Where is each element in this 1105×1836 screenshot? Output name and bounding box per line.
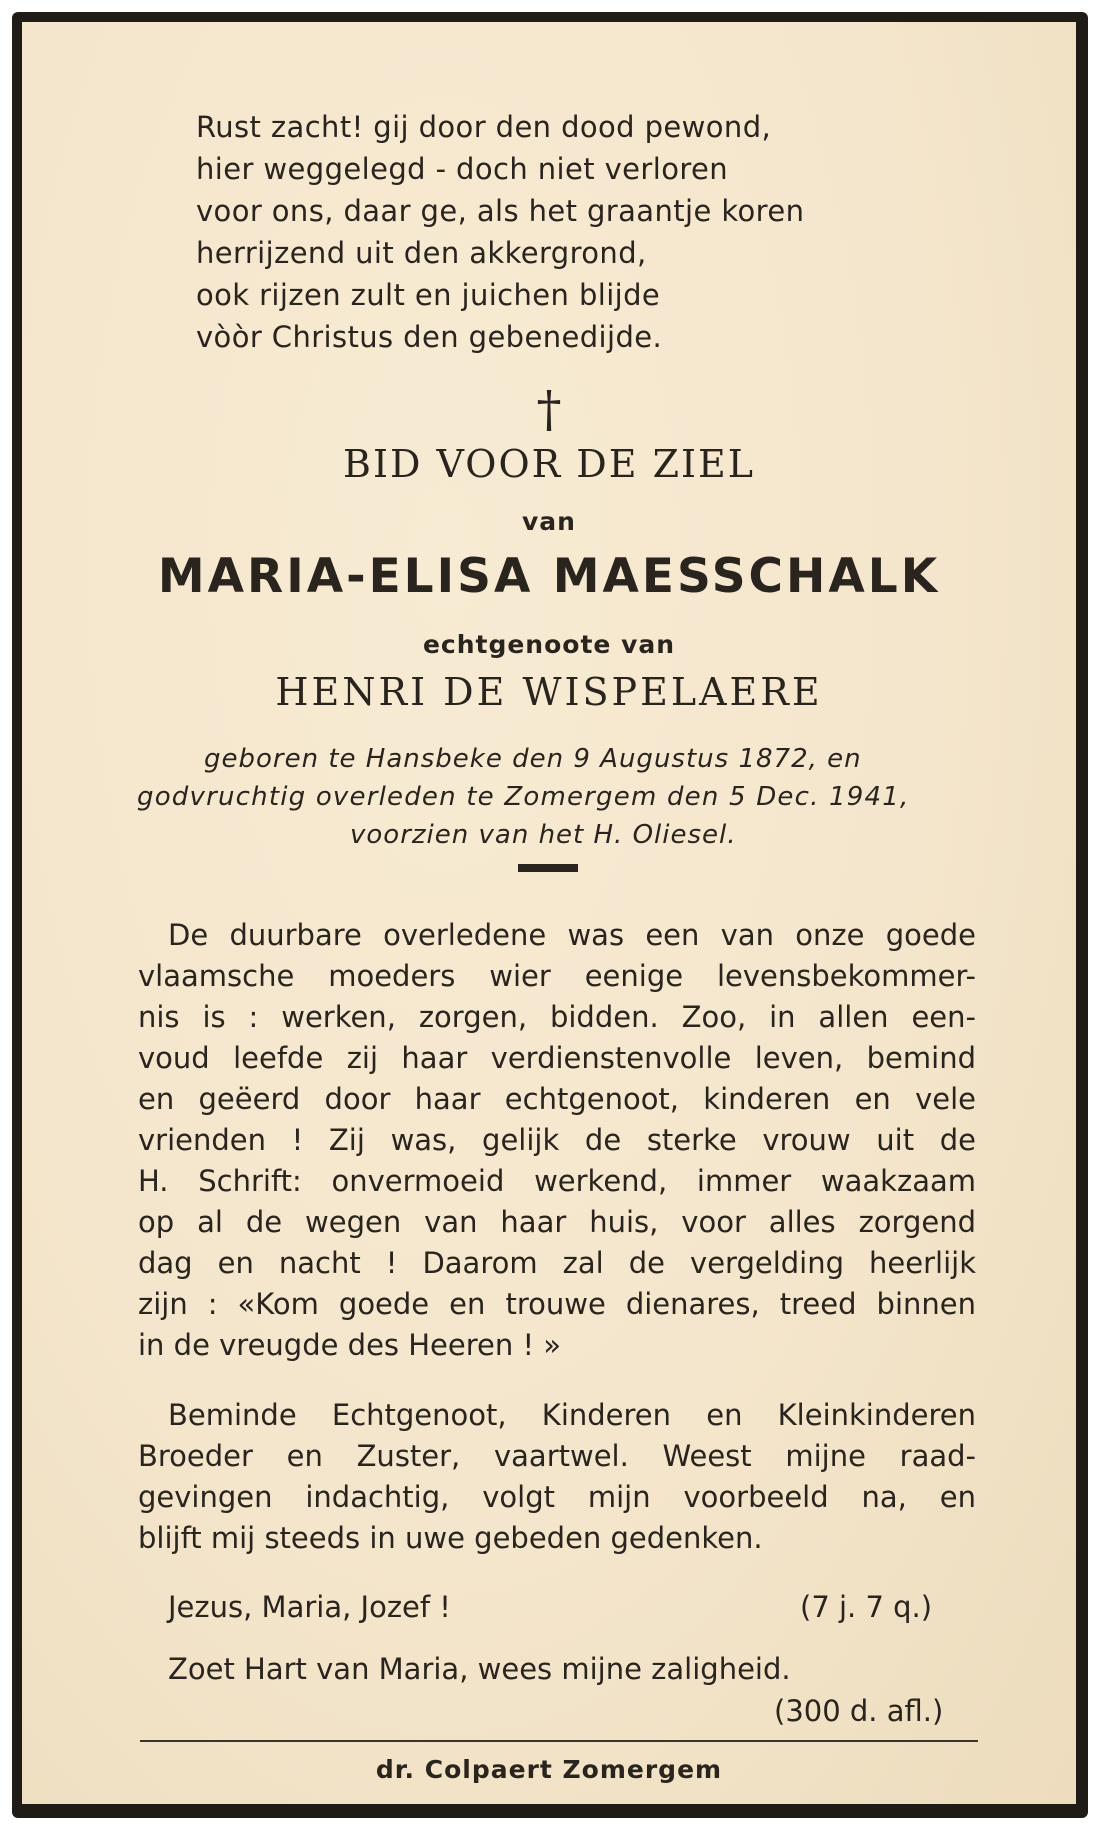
farewell-line: Broeder en Zuster, vaartwel. Weest mijne raad-	[138, 1439, 976, 1473]
prayer-heading: BID VOOR DE ZIEL	[343, 442, 755, 486]
spouse-name: HENRI DE WISPELAERE	[275, 670, 823, 714]
memorial-card	[22, 22, 1076, 1804]
farewell-line: Beminde Echtgenoot, Kinderen en Kleinkinderen	[168, 1398, 976, 1432]
farewell-line: blijft mij steeds in uwe gebeden gedenken.	[138, 1521, 763, 1555]
indulgence-note: (300 d. afl.)	[774, 1694, 944, 1728]
van-label: van	[522, 507, 576, 536]
spouse-label: echtgenoote van	[422, 630, 676, 659]
footer-rule	[140, 1740, 978, 1742]
printer-credit: dr. Colpaert Zomergem	[375, 1755, 723, 1784]
birth-line: geboren te Hansbeke den 9 Augustus 1872, en	[204, 744, 862, 774]
tribute-line: vrienden ! Zij was, gelijk de sterke vrouw uit de	[138, 1123, 976, 1157]
prayer-invocation: Zoet Hart van Maria, wees mijne zaligheid.	[168, 1652, 791, 1686]
poem-line: voor ons, daar ge, als het graantje koren	[196, 194, 805, 228]
tribute-line: zijn : «Kom goede en trouwe dienares, treed binnen	[138, 1287, 976, 1321]
tribute-line: vlaamsche moeders wier eenige levensbekommer-	[138, 959, 976, 993]
poem-line: Rust zacht! gij door den dood pewond,	[196, 110, 772, 144]
tribute-line: H. Schrift: onvermoeid werkend, immer waakzaam	[138, 1164, 976, 1198]
memorial-card-border	[12, 12, 1088, 1818]
tribute-line: nis is : werken, zorgen, bidden. Zoo, in allen een-	[138, 1000, 976, 1034]
sacrament-line: voorzien van het H. Oliesel.	[350, 820, 737, 850]
tribute-line: voud leefde zij haar verdienstenvolle leven, bemind	[138, 1041, 976, 1075]
death-line: godvruchtig overleden te Zomergem den 5 Dec. 1941,	[137, 782, 910, 812]
tribute-line: De duurbare overledene was een van onze goede	[168, 918, 976, 952]
prayer-invocation: Jezus, Maria, Jozef !	[168, 1590, 451, 1624]
tribute-line: in de vreugde des Heeren ! »	[138, 1328, 562, 1362]
poem-line: vòòr Christus den gebenedijde.	[196, 320, 663, 354]
tribute-line: dag en nacht ! Daarom zal de vergelding heerlijk	[138, 1246, 976, 1280]
indulgence-note: (7 j. 7 q.)	[800, 1590, 933, 1624]
poem-line: ook rijzen zult en juichen blijde	[196, 278, 661, 312]
poem-line: herrijzend uit den akkergrond,	[196, 236, 647, 270]
separator-bar	[518, 864, 578, 872]
deceased-name: MARIA-ELISA MAESSCHALK	[157, 549, 941, 604]
tribute-line: en geëerd door haar echtgenoot, kinderen en vele	[138, 1082, 976, 1116]
cross-icon: †	[536, 380, 562, 438]
farewell-line: gevingen indachtig, volgt mijn voorbeeld na, en	[138, 1480, 976, 1514]
poem-line: hier weggelegd - doch niet verloren	[196, 152, 729, 186]
tribute-line: op al de wegen van haar huis, voor alles zorgend	[138, 1205, 976, 1239]
